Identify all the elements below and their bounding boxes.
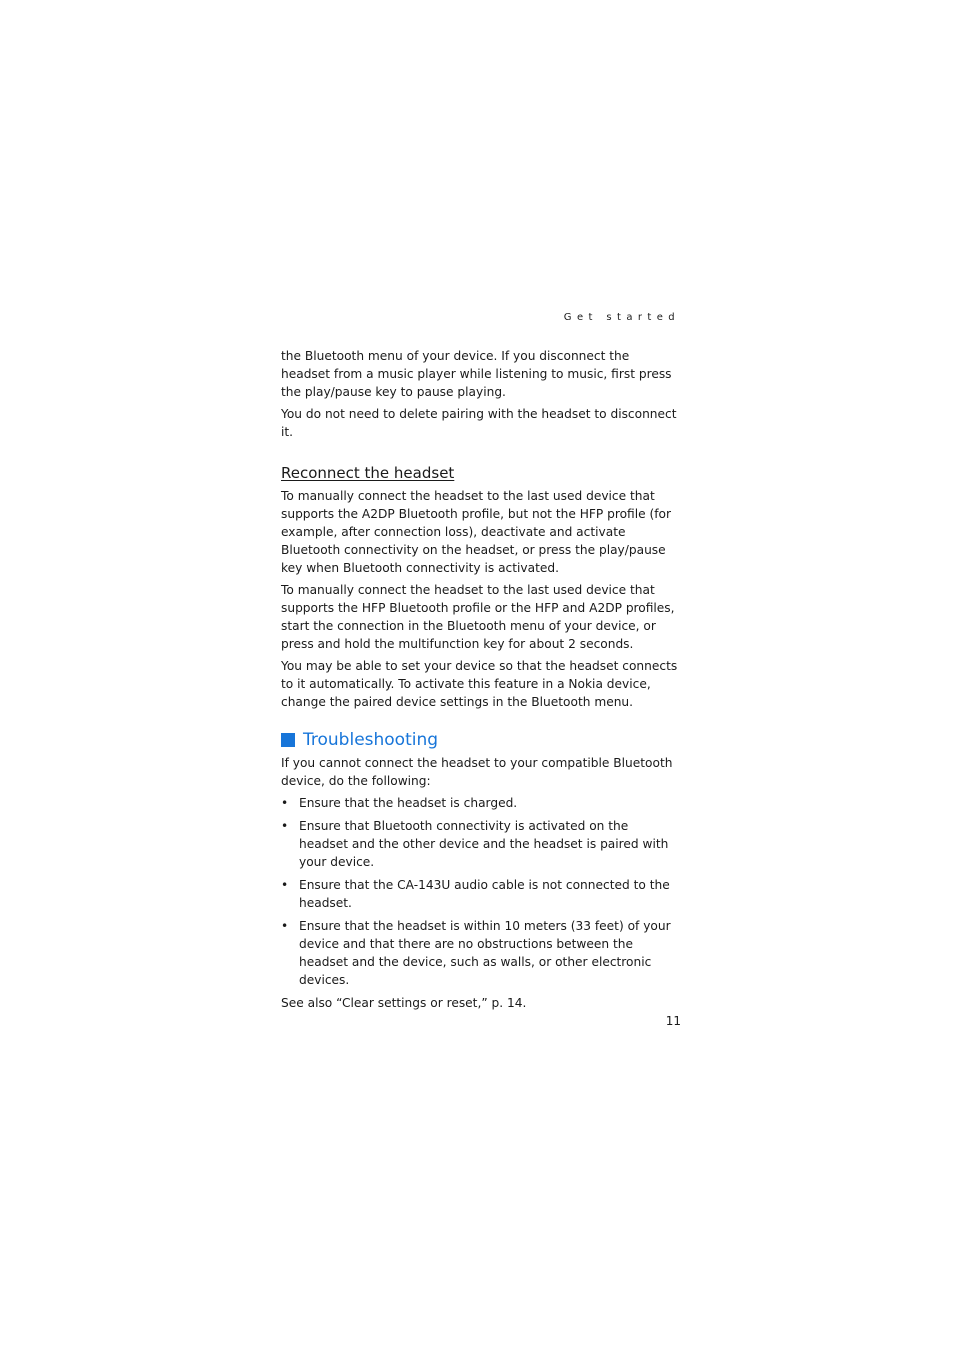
list-item xyxy=(281,794,681,812)
page-content xyxy=(281,347,681,1016)
reconnect-paragraph-3: You may be able to set your device so that the headset connects to it automatically. To activate this feature in a Nokia device, change the paired device settings in the Bluetooth menu. xyxy=(281,659,678,709)
list-item xyxy=(281,917,681,989)
reconnect-paragraph-2: To manually connect the headset to the last used device that supports the HFP Bluetooth profile or the HFP and A2DP profiles, start the connection in the Bluetooth menu of your device, or press and hold the multifunction key for about 2 seconds. xyxy=(281,583,675,651)
reconnect-heading: Reconnect the headset xyxy=(281,464,455,482)
list-item xyxy=(281,817,681,871)
intro-paragraph-2: You do not need to delete pairing with the headset to disconnect it. xyxy=(281,407,677,439)
running-header: Get started xyxy=(563,312,680,323)
square-bullet-icon xyxy=(281,733,295,747)
see-also-reference: See also “Clear settings or reset,” p. 14. xyxy=(281,996,527,1010)
page-number: 11 xyxy=(665,1014,681,1028)
troubleshooting-title: Troubleshooting xyxy=(303,730,439,750)
bullet-icon: • xyxy=(281,878,289,892)
bullet-icon: • xyxy=(281,819,289,833)
troubleshooting-heading xyxy=(281,729,681,751)
bullet-icon: • xyxy=(281,919,289,933)
list-item-text: Ensure that Bluetooth connectivity is activated on the headset and the other device and the headset is paired with your device. xyxy=(299,819,669,869)
list-item xyxy=(281,876,681,912)
intro-paragraph-1: the Bluetooth menu of your device. If you disconnect the headset from a music player while listening to music, first press the play/pause key to pause playing. xyxy=(281,349,672,399)
list-item-text: Ensure that the CA-143U audio cable is not connected to the headset. xyxy=(299,878,670,910)
troubleshooting-list xyxy=(281,794,681,989)
list-item-text: Ensure that the headset is charged. xyxy=(299,796,518,810)
troubleshooting-intro: If you cannot connect the headset to your compatible Bluetooth device, do the following: xyxy=(281,756,673,788)
bullet-icon: • xyxy=(281,796,289,810)
list-item-text: Ensure that the headset is within 10 meters (33 feet) of your device and that there are no obstructions between the headset and the device, such as walls, or other electronic devices. xyxy=(299,919,671,987)
reconnect-paragraph-1: To manually connect the headset to the last used device that supports the A2DP Bluetooth profile, but not the HFP profile (for example, after connection loss), deactivate and activate Bluetooth connectivity on the headset, or press the play/pause key when Bluetooth connectivity is activated. xyxy=(281,489,671,575)
